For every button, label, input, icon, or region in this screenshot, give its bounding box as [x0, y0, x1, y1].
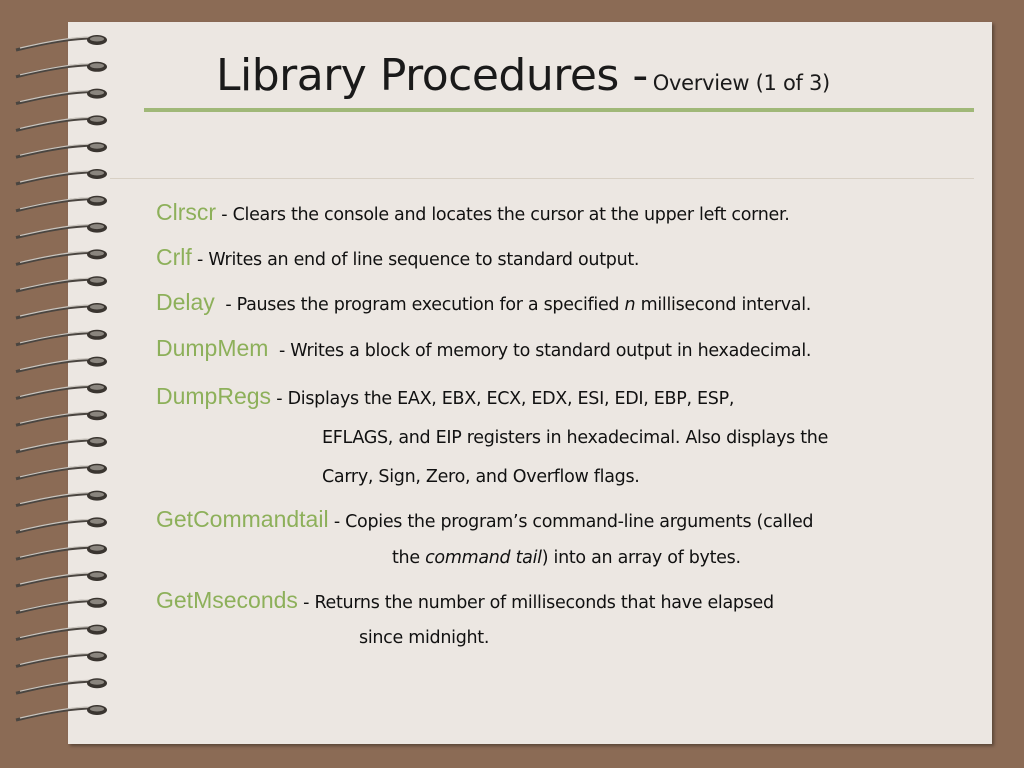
title-main: Library Procedures - [216, 50, 648, 101]
procedure-item-delay [156, 283, 811, 325]
procedure-item-dumpmem [156, 329, 811, 371]
procedure-description-line2-start: the [392, 548, 426, 568]
spiral-ring [16, 196, 107, 211]
procedure-description: Pauses the program execution for a specified [236, 295, 625, 315]
spiral-ring [16, 571, 107, 586]
procedure-item-getcommandtail [156, 500, 813, 578]
spiral-ring [16, 464, 107, 479]
procedure-description-line3: Carry, Sign, Zero, and Overflow flags. [322, 467, 640, 487]
procedure-item-getmseconds [156, 581, 774, 658]
procedure-description-line2 [156, 539, 813, 578]
spiral-ring [16, 357, 107, 372]
procedure-description: Returns the number of milliseconds that have elapsed [314, 593, 774, 613]
procedure-description: Displays the EAX, EBX, ECX, EDX, ESI, EDI, EBP, ESP, [287, 389, 735, 409]
spiral-ring [16, 249, 107, 264]
procedure-item-crlf [156, 238, 639, 280]
title-sub: Overview (1 of 3) [652, 71, 830, 95]
procedure-description-italic: n [624, 295, 636, 315]
spiral-ring [16, 598, 107, 613]
procedure-separator: - [191, 250, 209, 270]
spiral-ring [16, 115, 107, 130]
procedure-separator: - [328, 512, 346, 532]
spiral-ring [16, 544, 107, 559]
procedure-name: Delay [156, 289, 215, 315]
spiral-ring [16, 517, 107, 532]
spiral-ring [16, 35, 107, 50]
title-underline [144, 108, 974, 112]
procedure-description-italic: command tail [425, 548, 542, 568]
procedure-separator: - [271, 389, 288, 409]
procedure-separator: - [216, 205, 233, 225]
spiral-ring [16, 142, 107, 157]
spiral-binding-icon [0, 0, 120, 768]
procedure-description-line2-end: ) into an array of bytes. [541, 548, 741, 568]
procedure-description-line2: EFLAGS, and EIP registers in hexadecimal. Also displays the [322, 428, 829, 448]
spiral-ring [16, 437, 107, 452]
spiral-ring [16, 678, 107, 693]
procedure-description: Writes an end of line sequence to standard output. [208, 250, 640, 270]
spiral-ring [16, 223, 107, 238]
procedure-name: GetCommandtail [156, 506, 329, 532]
procedure-separator: - [297, 593, 315, 613]
spiral-ring [16, 169, 107, 184]
spiral-ring [16, 383, 107, 398]
procedure-name: Crlf [156, 244, 192, 270]
section-divider [110, 178, 974, 179]
page-title [216, 50, 830, 101]
spiral-ring [16, 89, 107, 104]
procedure-description-line2: since midnight. [359, 628, 490, 648]
procedure-description: Clears the console and locates the cursor at the upper left corner. [232, 205, 790, 225]
procedure-name: DumpRegs [156, 383, 272, 409]
spiral-ring [16, 62, 107, 77]
spiral-ring [16, 330, 107, 345]
procedure-description: Writes a block of memory to standard output in hexadecimal. [290, 341, 812, 361]
procedure-separator: - [214, 295, 237, 315]
spiral-ring [16, 410, 107, 425]
spiral-ring [16, 303, 107, 318]
spiral-ring [16, 625, 107, 640]
procedure-item-dumpregs [156, 377, 828, 497]
procedure-name: Clrscr [156, 199, 217, 225]
spiral-ring [16, 491, 107, 506]
procedure-description: Copies the program’s command-line arguments (called [345, 512, 814, 532]
procedure-name: GetMseconds [156, 587, 298, 613]
spiral-ring [16, 276, 107, 291]
procedure-name: DumpMem [156, 335, 269, 361]
procedure-item-clrscr [156, 193, 790, 235]
procedure-description-end: millisecond interval. [635, 295, 812, 315]
spiral-ring [16, 705, 107, 720]
spiral-ring [16, 651, 107, 666]
procedure-separator: - [268, 341, 291, 361]
